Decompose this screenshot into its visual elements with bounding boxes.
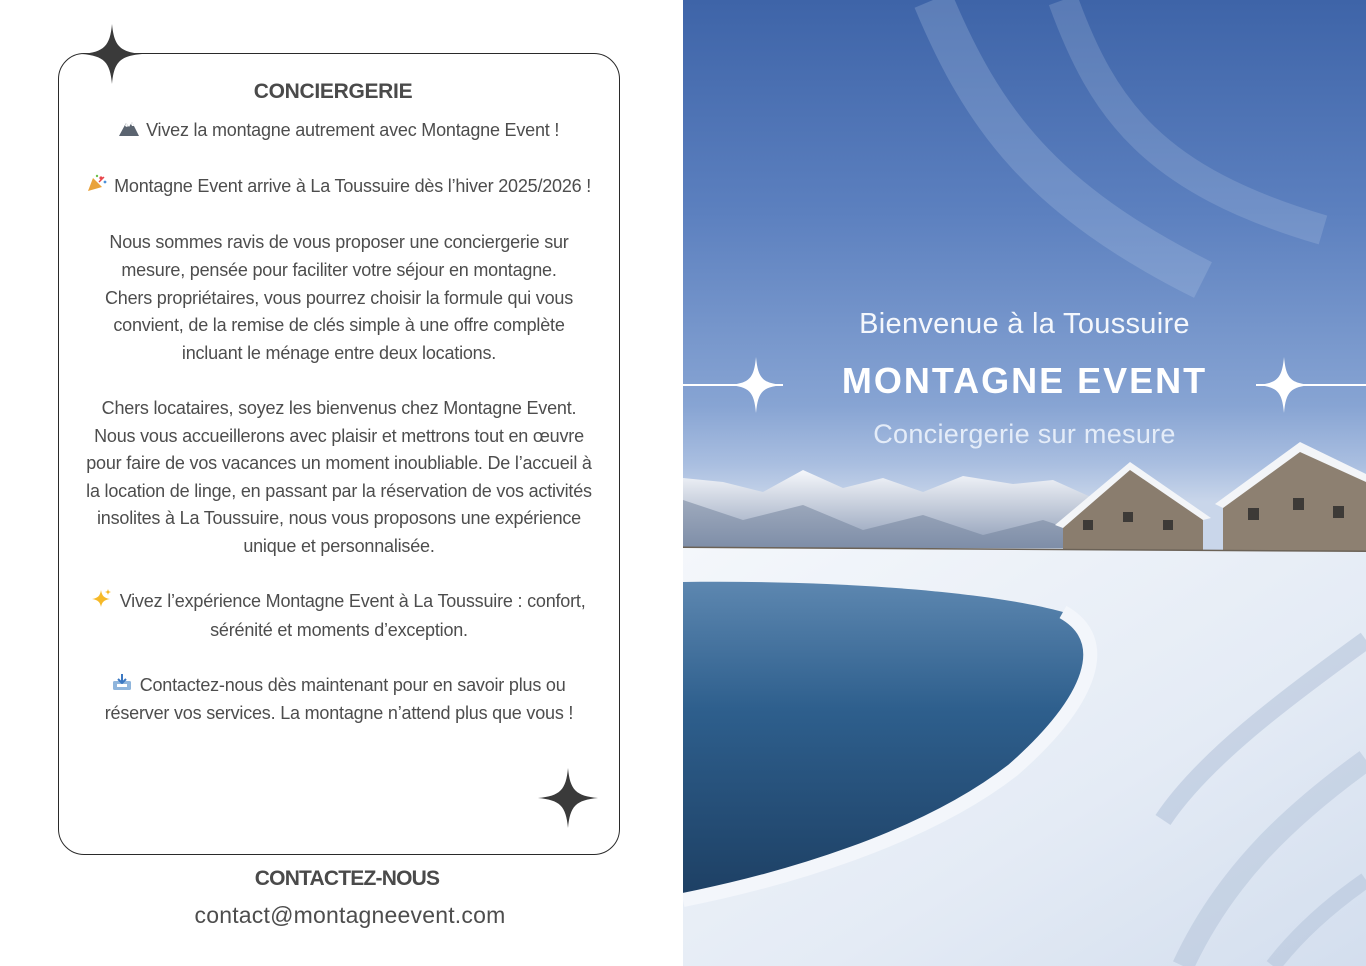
chalet-right (1215, 442, 1366, 552)
hero-brand: MONTAGNE EVENT (841, 360, 1208, 401)
card-title: CONCIERGERIE (253, 80, 413, 103)
contact-title: CONTACTEZ-NOUS (254, 867, 440, 890)
hero-welcome: Bienvenue à la Toussuire (859, 308, 1190, 340)
four-point-star-icon (82, 24, 142, 84)
owners-paragraph: Chers propriétaires, vous pourrez choisir la formule qui vous convient, de la remise de clés simple à une offre complète incluant le ménage entre deux locations. (104, 287, 573, 363)
winter-landscape-image (683, 0, 1366, 966)
hero-tagline: Conciergerie sur mesure (873, 419, 1176, 449)
arrival-paragraph: Montagne Event arrive à La Toussuire dès l’hiver 2025/2026 ! (84, 173, 594, 202)
experience-paragraph: Vivez l’expérience Montagne Event à La Toussuire : confort, sérénité et moments d’exception. (84, 588, 594, 644)
services-paragraph: Nous sommes ravis de vous proposer une conciergerie sur mesure, pensée pour faciliter votre séjour en montagne. (109, 232, 569, 280)
contact-paragraph: Contactez-nous dès maintenant pour en savoir plus ou réserver vos services. La montagne n’attend plus que vous ! (104, 674, 574, 724)
card-body (84, 117, 594, 728)
intro-paragraph: Vivez la montagne autrement avec Montagne Event ! (84, 117, 594, 146)
hero-panel (683, 0, 1366, 966)
party-popper-icon (87, 179, 111, 196)
inbox-tray-icon (112, 678, 136, 695)
sparkles-icon (92, 594, 116, 611)
tenants-paragraph: Chers locataires, soyez les bienvenus chez Montagne Event. Nous vous accueillerons avec plaisir et mettrons tout en œuvre pour faire de vos vacances un moment inoubliable. De l’accueil à la location de linge, en passant par la réservation de vos activités insolites à La Toussuire, nous vous proposons une expérience unique et personnalisée. (86, 397, 592, 556)
four-point-star-icon (538, 768, 598, 828)
chalet-left (1055, 462, 1211, 552)
contact-email[interactable]: contact@montagneevent.com (194, 902, 506, 928)
mountain-icon (119, 123, 143, 140)
